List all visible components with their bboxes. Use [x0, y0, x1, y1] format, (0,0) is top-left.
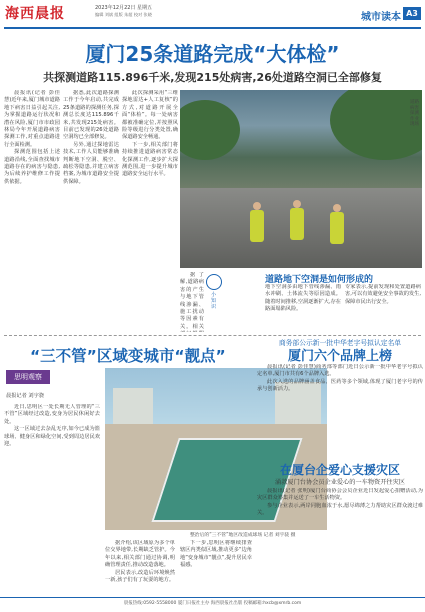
- story3-body: [257, 364, 423, 458]
- subhead-column-1: [265, 284, 341, 332]
- paragraph: 据悉,此次道路探测工作于今年启动,共完成25条道路的探测任务,探测总长度达115.896千米,共发现215处病害。目前已发现的26处道路空洞均已全部修复。: [63, 90, 119, 141]
- paragraph: 晨报讯(记者 张明)厦门台商协会会员企业近日发起爱心捐赠活动,为灾区群众筹集并运送了一车生活物资。: [257, 488, 423, 502]
- paragraph: 地下空洞多由地下管线渗漏、雨水冲刷、土体流失等原因造成。随着时间推移,空洞逐渐扩大,存在路面塌陷风险。: [265, 284, 341, 313]
- knowledge-label: 小知识: [211, 292, 217, 310]
- lead-column-1: [4, 90, 60, 332]
- story2-column-3: [180, 540, 252, 595]
- story2-column-1: [4, 404, 100, 594]
- story3-kicker: 商务部公示新一批中华老字号拟认定名单: [278, 339, 402, 347]
- paragraph: 晨报讯(记者 彭佳慧)商务部等部门近日公示新一批中华老字号拟认定名单,厦门市共有6个品牌入选。: [257, 364, 423, 378]
- lead-column-2: [63, 90, 119, 332]
- lead-subheadline: 共探测道路115.896千米,发现215处病害,26处道路空洞已全部修复: [43, 71, 382, 84]
- lead-subhead: 道路地下空洞是如何形成的: [265, 275, 374, 285]
- paragraph: 这一区域过去杂乱无序,如今已成为篮球场、健身区和绿化空间,受到周边居民欢迎。: [4, 426, 100, 448]
- page-header: [0, 0, 425, 26]
- story2-headline: “三不管”区域变城市“靓点”: [30, 347, 226, 365]
- lead-column-4: [180, 272, 204, 332]
- subhead-column-2: [345, 284, 421, 332]
- story3-headline: 厦门六个品牌上榜: [287, 349, 392, 364]
- paragraph: 此次入选的品牌涵盖食品、医药等多个领域,体现了厦门老字号的传承与创新活力。: [257, 378, 423, 393]
- lead-column-3: [122, 90, 178, 332]
- paragraph: 参与企业表示,两岸同胞血浓于水,愿尽绵薄之力帮助灾区群众渡过难关。: [257, 502, 423, 517]
- paragraph: 专家表示,提前发现和处置道路病害,可以有效避免安全事故的发生,保障市民出行安全。: [345, 284, 421, 305]
- issue-date: 2023年12月22日 星期五: [95, 5, 153, 11]
- paragraph: 近日,思明区一处长期无人管理的“三不管”区域经过改造,变身为居民休闲好去处。: [4, 404, 100, 425]
- paragraph: 下一步,相关部门将持续推进道路病害常态化探测工作,逐步扩大探测范围,进一步提升城市道路安全运行水平。: [122, 141, 178, 178]
- column-badge: 思明观察: [6, 370, 50, 384]
- page-footer: 晨报热线:0592-5558000 厦门日报社主办 海西晨报社出版 投稿邮箱:hxcb@xmrb.com: [0, 597, 425, 612]
- header-rule: [4, 27, 421, 29]
- lead-photo-caption: 道路病害探测作业现场: [410, 100, 419, 127]
- section-name: 城市读本: [361, 12, 401, 23]
- paragraph: 探测范围包括上述道路沿线,全面查找城市道路存在的病害与隐患,为后续养护维修工作提供依据。: [4, 149, 60, 185]
- section-number: A3: [403, 7, 421, 20]
- paragraph: 此次探测采用“三维探地雷达+人工复核”的方式,对道路开展全面“体检”。每一处病害都被准确定位,并按照风险等级进行分类处置,确保道路安全畅通。: [122, 90, 178, 141]
- knowledge-badge: [206, 274, 262, 336]
- story4-subheadline: 涌款厦门台协会员企业爱心的一车物资开往灾区: [275, 479, 405, 486]
- newspaper-logo: 海西晨报: [5, 6, 65, 22]
- lead-headline: 厦门25条道路完成“大体检”: [85, 42, 340, 66]
- paragraph: 另外,通过探地雷达技术,工作人员能够准确判断地下空洞、脱空、疏松等隐患,并建立病害档案,为城市道路安全提供保障。: [63, 141, 119, 185]
- editor-line: 编辑 刘斌 组版 朱超 校对 张晓: [95, 12, 152, 17]
- paragraph: 据介绍,该区域原为多个单位交界地带,长期缺乏管护。今年以来,相关部门通过协调,明确管理责任,推动改造落地。: [105, 540, 175, 569]
- story4-body: [257, 488, 423, 594]
- paragraph: 居民表示,改造后环境焕然一新,孩子们有了玩耍的地方。: [105, 569, 175, 584]
- paragraph: 晨报讯(记者 彭佳慧)近年来,厦门城市道路地下病害日益引起关注,为掌握道路运行状况和潜在风险,厦门市市政园林局今年开展道路病害探测工作,对重点道路进行全面检测。: [4, 90, 60, 148]
- paragraph: 下一步,思明区将继续排查辖区内类似区域,推动更多“边角地”变身城市“靓点”,提升居民幸福感。: [180, 540, 252, 569]
- story2-byline: 晨报记者 刘宇骁: [6, 393, 44, 399]
- story2-column-2: [105, 540, 175, 595]
- lead-photo: [180, 90, 422, 268]
- magnifier-icon: [206, 274, 222, 290]
- story2-photo-caption: 整治后的“三不管”地区改造成球场 记者 刘宇骁 摄: [190, 533, 296, 538]
- paragraph: 据了解,道路病害的产生与地下管线渗漏、施工扰动等因素有关。相关: [180, 272, 204, 330]
- story4-headline: 在厦台企爱心支援灾区: [279, 463, 400, 477]
- section-divider: [4, 335, 421, 336]
